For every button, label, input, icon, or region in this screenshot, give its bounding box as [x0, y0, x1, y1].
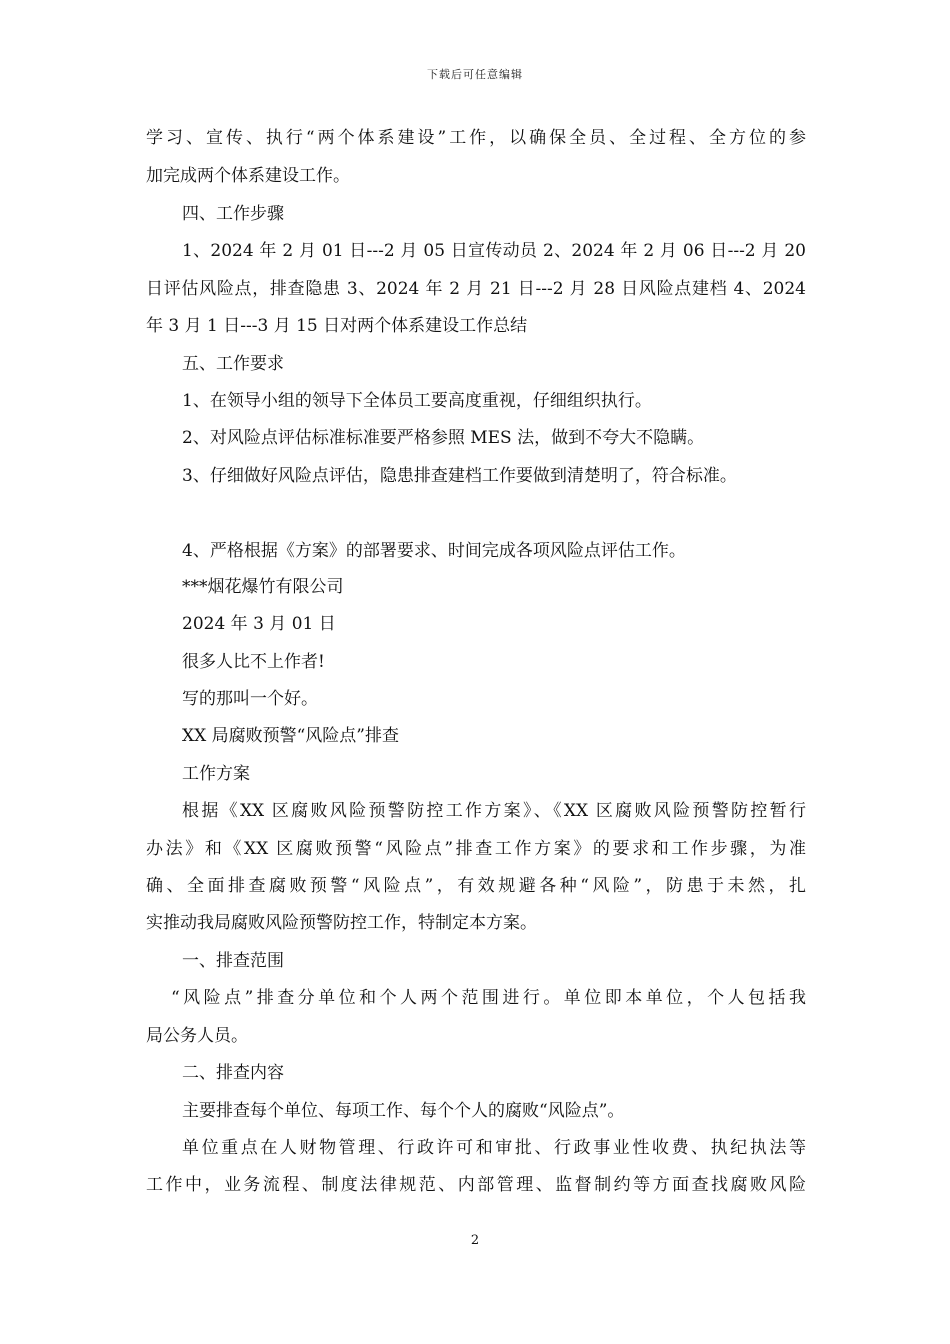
body-line: 加完成两个体系建设工作。: [146, 166, 350, 186]
body-line: 4、严格根据《方案》的部署要求、时间完成各项风险点评估工作。: [182, 541, 686, 561]
body-line: 2、对风险点评估标准标准要严格参照 MES 法，做到不夸大不隐瞒。: [182, 428, 705, 448]
date-line: 2024 年 3 月 01 日: [182, 614, 336, 634]
section-heading: 一、排查范围: [182, 951, 284, 971]
page-header: 下载后可任意编辑: [427, 68, 523, 81]
body-line: 工作中，业务流程、制度法律规范、内部管理、监督制约等方面查找腐败风险: [146, 1175, 806, 1195]
body-line: 单位重点在人财物管理、行政许可和审批、行政事业性收费、执纪执法等: [182, 1138, 806, 1158]
body-line: 局公务人员。: [146, 1026, 248, 1046]
page-number: 2: [470, 1233, 480, 1248]
body-line: 办法》和《XX 区腐败预警“风险点”排查工作方案》的要求和工作步骤，为准: [146, 839, 806, 859]
body-line: 1、在领导小组的领导下全体员工要高度重视，仔细组织执行。: [182, 391, 652, 411]
body-line: 根据《XX 区腐败风险预警防控工作方案》、《XX 区腐败风险预警防控暂行: [182, 801, 806, 821]
body-line: 写的那叫一个好。: [182, 689, 318, 709]
body-line: 主要排查每个单位、每项工作、每个个人的腐败“风险点”。: [182, 1101, 625, 1121]
body-line: 1、2024 年 2 月 01 日---2 月 05 日宣传动员 2、2024 年 2 月 06 日---2 月 20: [182, 241, 806, 261]
section-heading: 二、排查内容: [182, 1063, 284, 1083]
body-line: 年 3 月 1 日---3 月 15 日对两个体系建设工作总结: [146, 316, 528, 336]
section-heading: 四、工作步骤: [182, 204, 284, 224]
body-line: 日评估风险点，排查隐患 3、2024 年 2 月 21 日---2 月 28 日风险点建档 4、2024: [146, 279, 806, 299]
body-line: 确、全面排查腐败预警“风险点”，有效规避各种“风险”，防患于未然，扎: [146, 876, 806, 896]
body-line: 实推动我局腐败风险预警防控工作，特制定本方案。: [146, 913, 537, 933]
body-line: 很多人比不上作者!: [182, 652, 325, 672]
section-heading: 五、工作要求: [182, 354, 284, 374]
body-line: 3、仔细做好风险点评估，隐患排查建档工作要做到清楚明了，符合标准。: [182, 466, 737, 486]
company-name: ***烟花爆竹有限公司: [182, 577, 344, 597]
body-line: 学习、宣传、执行“两个体系建设”工作，以确保全员、全过程、全方位的参: [146, 128, 806, 148]
document-subtitle: 工作方案: [182, 764, 250, 784]
body-line: “风险点”排查分单位和个人两个范围进行。单位即本单位，个人包括我: [171, 988, 806, 1008]
document-title: XX 局腐败预警“风险点”排查: [182, 726, 399, 746]
